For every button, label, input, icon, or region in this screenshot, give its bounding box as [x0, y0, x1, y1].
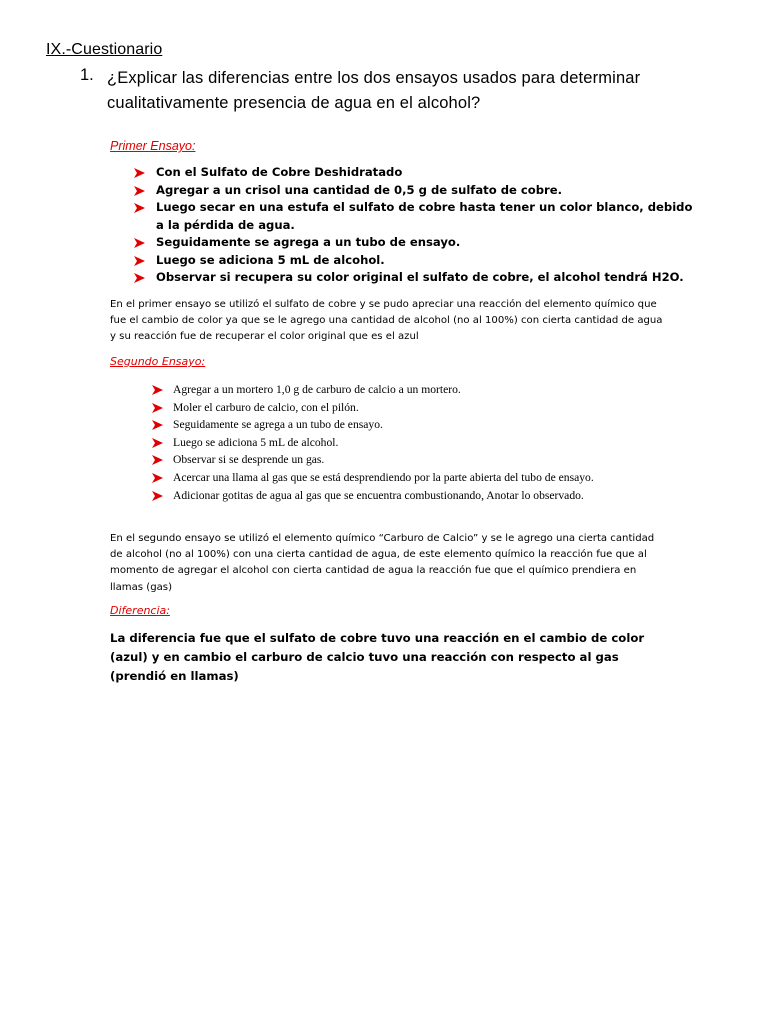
list-item-text: Acercar una llama al gas que se está desprendiendo por la parte abierta del tubo de ensayo. — [173, 470, 594, 484]
red-arrowhead-icon — [152, 403, 163, 413]
second-test-paragraph: En el segundo ensayo se utilizó el elemento químico “Carburo de Calcio” y se le agrego una cierta cantidad de alcohol (no al 100%) con una cierta cantidad de agua, de este elemento químico la reacción fue que al momento de agregar el alcohol con cierta cantidad de agua la reacción fue que el químico prendiera en llamas (gas) — [110, 533, 655, 593]
second-test-list — [152, 381, 712, 504]
first-test-paragraph: En el primer ensayo se utilizó el sulfato de cobre y se pudo apreciar una reacción del elemento químico que fue el cambio de color ya que se le agrego una cantidad de alcohol (no al 100%) con cierta cantidad de agua y su reacción fue de recuperar el color original que es el azul — [110, 299, 663, 343]
list-item — [152, 399, 712, 417]
list-item — [134, 164, 694, 182]
list-item-text: Agregar a un mortero 1,0 g de carburo de calcio a un mortero. — [173, 383, 461, 396]
list-item — [152, 469, 712, 487]
red-arrowhead-icon — [134, 168, 145, 178]
red-arrowhead-icon — [152, 438, 163, 448]
red-arrowhead-icon — [152, 473, 163, 483]
red-arrowhead-icon — [152, 491, 163, 501]
list-item-text: Luego secar en una estufa el sulfato de cobre hasta tener un color blanco, debido a la pérdida de agua. — [156, 200, 693, 232]
first-test-heading: Primer Ensayo: — [110, 139, 196, 153]
list-item-text: Seguidamente se agrega a un tubo de ensayo. — [173, 418, 383, 432]
list-item — [134, 252, 694, 270]
red-arrowhead-icon — [134, 203, 145, 213]
red-arrowhead-icon — [152, 385, 163, 395]
list-item-text: Agregar a un crisol una cantidad de 0,5 g de sulfato de cobre. — [156, 182, 563, 197]
list-item — [152, 434, 712, 452]
second-test-heading: Segundo Ensayo: — [110, 355, 206, 368]
list-item — [134, 269, 694, 287]
list-item — [134, 182, 694, 200]
list-item — [152, 487, 712, 505]
question-number: 1. — [80, 66, 94, 84]
list-item — [134, 199, 694, 234]
red-arrowhead-icon — [134, 186, 145, 196]
list-item-text: Luego se adiciona 5 mL de alcohol. — [173, 435, 339, 449]
red-arrowhead-icon — [152, 455, 163, 465]
first-test-list — [134, 164, 694, 287]
list-item-text: Moler el carburo de calcio, con el pilón. — [173, 400, 359, 414]
difference-text: La diferencia fue que el sulfato de cobre tuvo una reacción en el cambio de color (azul) y en cambio el carburo de calcio tuvo una reacción con respecto al gas (prendió en llamas) — [110, 631, 645, 683]
list-item — [152, 451, 712, 469]
red-arrowhead-icon — [152, 420, 163, 430]
list-item — [152, 416, 712, 434]
list-item-text: Seguidamente se agrega a un tubo de ensayo. — [156, 235, 461, 249]
red-arrowhead-icon — [134, 256, 145, 266]
list-item — [152, 381, 712, 399]
list-item-text: Luego se adiciona 5 mL de alcohol. — [156, 252, 385, 267]
list-item-text: Observar si recupera su color original el sulfato de cobre, el alcohol tendrá H2O. — [156, 270, 684, 284]
difference-heading: Diferencia: — [110, 604, 170, 617]
red-arrowhead-icon — [134, 238, 145, 248]
list-item-text: Con el Sulfato de Cobre Deshidratado — [156, 165, 403, 179]
list-item-text: Observar si se desprende un gas. — [173, 453, 325, 467]
question-text: ¿Explicar las diferencias entre los dos ensayos usados para determinar cualitativamente presencia de agua en el alcohol? — [107, 69, 641, 112]
list-item-text: Adicionar gotitas de agua al gas que se encuentra combustionando, Anotar lo observado. — [173, 488, 584, 502]
section-title: IX.-Cuestionario — [46, 41, 163, 58]
red-arrowhead-icon — [134, 273, 145, 283]
list-item — [134, 234, 694, 252]
